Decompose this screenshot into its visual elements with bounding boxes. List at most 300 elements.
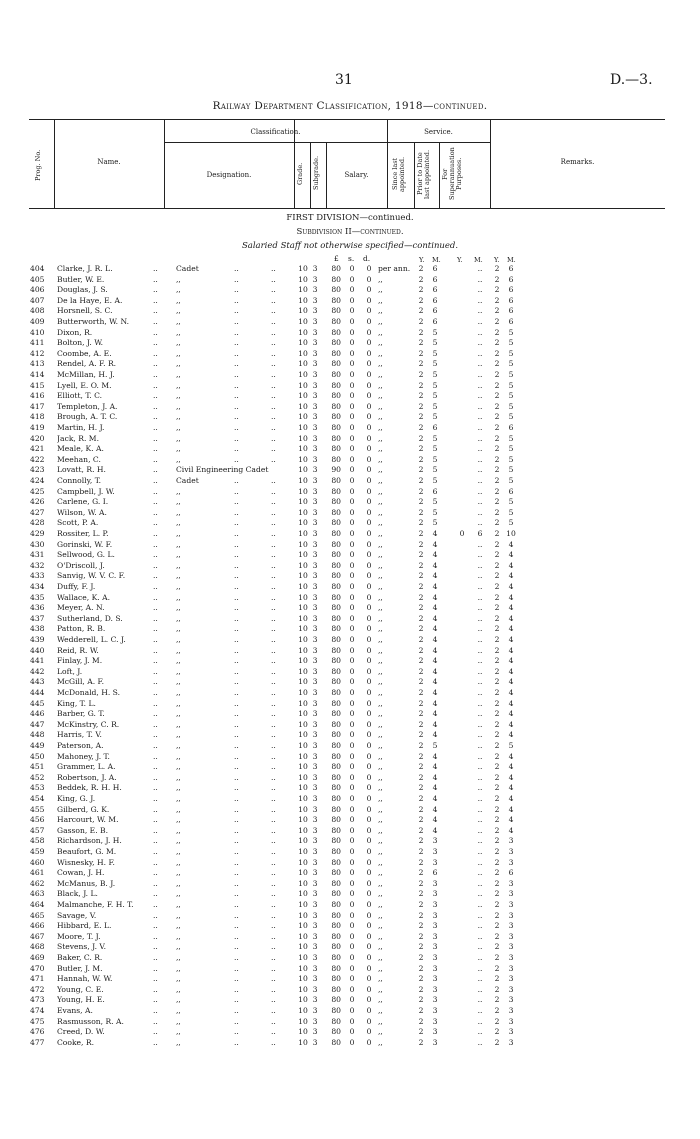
salary-pounds: 80 — [331, 698, 341, 708]
super-months: 5 — [508, 518, 514, 528]
super-months: 6 — [508, 423, 514, 432]
salary-period: ,, — [378, 603, 383, 613]
table-row — [0, 730, 700, 741]
leader-dots: .. — [153, 900, 158, 909]
leader-dots: .. — [153, 677, 158, 687]
since-last-years: 2 — [418, 794, 424, 803]
years-unit-3: Y. — [494, 256, 500, 264]
since-last-years: 2 — [418, 666, 424, 676]
designation: ,, — [176, 327, 181, 337]
salary-pence: 0 — [366, 274, 372, 284]
salary-shillings: 0 — [349, 529, 355, 538]
since-last-months: 3 — [432, 942, 438, 952]
leader-dots: .. — [153, 741, 158, 750]
staff-name: Horsnell, S. C. — [57, 306, 113, 316]
since-last-months: 6 — [432, 285, 438, 295]
salary-period: ,, — [378, 391, 383, 401]
designation: ,, — [176, 317, 181, 326]
leader-dots: .. — [271, 931, 276, 941]
since-last-months: 5 — [432, 401, 438, 411]
salary-pence: 0 — [366, 815, 372, 825]
grade: 10 — [298, 423, 308, 432]
salary-period: ,, — [378, 741, 383, 750]
prior-years: 0 — [459, 529, 465, 538]
salary-shillings: 0 — [349, 486, 355, 496]
salary-pounds: 80 — [331, 497, 341, 507]
months-unit-3: M. — [507, 256, 516, 264]
grade: 10 — [298, 412, 308, 422]
since-last-years: 2 — [418, 974, 424, 984]
salary-pounds: 80 — [331, 295, 341, 305]
prog-number: 429 — [30, 529, 45, 538]
leader-dots: .. — [271, 709, 276, 719]
prior-months: .. — [477, 709, 483, 719]
prior-months: .. — [477, 274, 483, 284]
salary-pounds: 80 — [331, 804, 341, 814]
salary-shillings: 0 — [349, 1016, 355, 1026]
grade: 10 — [298, 370, 308, 379]
staff-name: McMillan, H. J. — [57, 370, 115, 379]
super-months: 4 — [508, 550, 514, 560]
prior-months: .. — [477, 942, 483, 952]
since-last-years: 2 — [418, 370, 424, 379]
salary-pounds: 80 — [331, 338, 341, 348]
grade: 10 — [298, 751, 308, 761]
since-last-years: 2 — [418, 656, 424, 666]
since-last-years: 2 — [418, 592, 424, 602]
prior-months: .. — [477, 465, 483, 475]
salary-shillings: 0 — [349, 751, 355, 761]
salary-period: ,, — [378, 465, 383, 475]
salary-pounds: 80 — [331, 550, 341, 560]
since-last-years: 2 — [418, 465, 424, 475]
since-last-years: 2 — [418, 274, 424, 284]
super-months: 3 — [508, 910, 514, 920]
prog-number: 428 — [30, 518, 45, 528]
salary-shillings: 0 — [349, 539, 355, 549]
salary-period: ,, — [378, 751, 383, 761]
prog-number: 405 — [30, 274, 45, 284]
since-last-months: 4 — [432, 772, 438, 782]
leader-dots: .. — [153, 1037, 158, 1047]
leader-dots: .. — [271, 444, 276, 454]
since-last-years: 2 — [418, 772, 424, 782]
subgrade: 3 — [312, 444, 318, 454]
staff-name: King, G. J. — [57, 794, 96, 803]
prog-number: 462 — [30, 878, 45, 888]
salary-period: ,, — [378, 889, 383, 899]
table-row — [0, 444, 700, 455]
since-last-months: 4 — [432, 635, 438, 644]
leader-dots: .. — [234, 285, 239, 295]
subgrade: 3 — [312, 953, 318, 962]
super-years: 2 — [494, 507, 500, 517]
super-months: 5 — [508, 370, 514, 379]
salary-pounds: 80 — [331, 306, 341, 316]
leader-dots: .. — [234, 401, 239, 411]
since-last-years: 2 — [418, 486, 424, 496]
salary-shillings: 0 — [349, 783, 355, 793]
super-years: 2 — [494, 529, 500, 538]
leader-dots: .. — [271, 592, 276, 602]
super-months: 3 — [508, 889, 514, 899]
subgrade: 3 — [312, 507, 318, 517]
leader-dots: .. — [271, 613, 276, 623]
prior-months: .. — [477, 953, 483, 962]
grade: 10 — [298, 380, 308, 390]
prior-months: .. — [477, 560, 483, 570]
since-last-months: 5 — [432, 444, 438, 454]
salary-period: ,, — [378, 1027, 383, 1037]
prog-number: 420 — [30, 433, 45, 443]
grade: 10 — [298, 635, 308, 644]
since-last-months: 3 — [432, 921, 438, 931]
since-last-years: 2 — [418, 815, 424, 825]
since-last-months: 3 — [432, 910, 438, 920]
leader-dots: .. — [153, 878, 158, 888]
leader-dots: .. — [271, 582, 276, 591]
prior-months: .. — [477, 751, 483, 761]
prog-number: 439 — [30, 635, 45, 644]
leader-dots: .. — [234, 645, 239, 655]
salary-shillings: 0 — [349, 497, 355, 507]
prog-number: 419 — [30, 423, 45, 432]
leader-dots: .. — [271, 529, 276, 538]
super-years: 2 — [494, 868, 500, 878]
table-row — [0, 900, 700, 911]
super-years: 2 — [494, 762, 500, 772]
prog-number: 415 — [30, 380, 45, 390]
grade: 10 — [298, 603, 308, 613]
leader-dots: .. — [271, 878, 276, 888]
salary-pounds: 80 — [331, 412, 341, 422]
leader-dots: .. — [153, 412, 158, 422]
leader-dots: .. — [153, 582, 158, 591]
designation: ,, — [176, 847, 181, 856]
leader-dots: .. — [271, 730, 276, 740]
salary-pence: 0 — [366, 507, 372, 517]
subgrade: 3 — [312, 370, 318, 379]
table-row — [0, 942, 700, 953]
name-header: Name. — [97, 158, 121, 166]
subgrade: 3 — [312, 974, 318, 984]
prior-months: .. — [477, 804, 483, 814]
super-years: 2 — [494, 401, 500, 411]
leader-dots: .. — [271, 804, 276, 814]
leader-dots: .. — [234, 317, 239, 326]
designation: ,, — [176, 688, 181, 697]
grade: 10 — [298, 698, 308, 708]
salary-shillings: 0 — [349, 762, 355, 772]
staff-name: McGill, A. F. — [57, 677, 105, 687]
grade: 10 — [298, 433, 308, 443]
leader-dots: .. — [153, 868, 158, 878]
super-years: 2 — [494, 677, 500, 687]
leader-dots: .. — [153, 709, 158, 719]
salary-shillings: 0 — [349, 931, 355, 941]
salary-pence: 0 — [366, 751, 372, 761]
since-last-years: 2 — [418, 317, 424, 326]
salary-period: ,, — [378, 317, 383, 326]
super-years: 2 — [494, 794, 500, 803]
designation: ,, — [176, 1006, 181, 1015]
salary-period: ,, — [378, 433, 383, 443]
super-months: 6 — [508, 274, 514, 284]
since-last-months: 4 — [432, 666, 438, 676]
since-last-years: 2 — [418, 762, 424, 772]
leader-dots: .. — [234, 762, 239, 772]
salary-pence: 0 — [366, 889, 372, 899]
leader-dots: .. — [153, 507, 158, 517]
since-last-months: 4 — [432, 709, 438, 719]
leader-dots: .. — [271, 794, 276, 803]
staff-name: Barber, G. T. — [57, 709, 105, 719]
leader-dots: .. — [153, 825, 158, 835]
salary-pounds: 80 — [331, 656, 341, 666]
staff-name: Wedderell, L. C. J. — [57, 635, 126, 644]
prog-number: 463 — [30, 889, 45, 899]
leader-dots: .. — [153, 1016, 158, 1026]
designation-header: Designation. — [206, 171, 252, 179]
since-last-months: 5 — [432, 338, 438, 348]
super-months: 4 — [508, 762, 514, 772]
since-last-years: 2 — [418, 401, 424, 411]
leader-dots: .. — [153, 613, 158, 623]
salary-pounds: 80 — [331, 825, 341, 835]
prog-number: 426 — [30, 497, 45, 507]
salary-pounds: 80 — [331, 910, 341, 920]
salary-shillings: 0 — [349, 910, 355, 920]
leader-dots: .. — [153, 285, 158, 295]
designation: ,, — [176, 931, 181, 941]
super-months: 4 — [508, 592, 514, 602]
salary-pence: 0 — [366, 709, 372, 719]
since-last-years: 2 — [418, 741, 424, 750]
super-months: 3 — [508, 1027, 514, 1037]
grade: 10 — [298, 317, 308, 326]
grade: 10 — [298, 709, 308, 719]
leader-dots: .. — [153, 348, 158, 358]
super-years: 2 — [494, 497, 500, 507]
leader-dots: .. — [153, 454, 158, 464]
super-months: 6 — [508, 285, 514, 295]
super-years: 2 — [494, 772, 500, 782]
prior-months: .. — [477, 592, 483, 602]
shilling-unit: s. — [348, 254, 355, 263]
salary-pounds: 80 — [331, 359, 341, 369]
salary-shillings: 0 — [349, 285, 355, 295]
salary-pounds: 80 — [331, 878, 341, 888]
staff-name: Young, C. E. — [57, 984, 104, 994]
salary-pence: 0 — [366, 688, 372, 697]
prog-number: 472 — [30, 984, 45, 994]
salary-pence: 0 — [366, 391, 372, 401]
leader-dots: .. — [234, 486, 239, 496]
salary-period: ,, — [378, 995, 383, 1005]
leader-dots: .. — [153, 560, 158, 570]
since-last-months: 5 — [432, 348, 438, 358]
subgrade: 3 — [312, 772, 318, 782]
salary-shillings: 0 — [349, 582, 355, 591]
designation: ,, — [176, 582, 181, 591]
super-years: 2 — [494, 910, 500, 920]
table-row — [0, 762, 700, 773]
leader-dots: .. — [271, 423, 276, 432]
salary-shillings: 0 — [349, 560, 355, 570]
super-years: 2 — [494, 317, 500, 326]
grade: 10 — [298, 889, 308, 899]
grade: 10 — [298, 953, 308, 962]
grade: 10 — [298, 264, 308, 273]
leader-dots: .. — [234, 529, 239, 538]
subgrade: 3 — [312, 942, 318, 952]
super-years: 2 — [494, 518, 500, 528]
since-last-months: 4 — [432, 613, 438, 623]
leader-dots: .. — [234, 995, 239, 1005]
leader-dots: .. — [153, 783, 158, 793]
since-last-months: 6 — [432, 317, 438, 326]
salary-pence: 0 — [366, 412, 372, 422]
super-months: 5 — [508, 338, 514, 348]
leader-dots: .. — [234, 847, 239, 856]
designation: ,, — [176, 592, 181, 602]
salary-shillings: 0 — [349, 709, 355, 719]
leader-dots: .. — [271, 677, 276, 687]
leader-dots: .. — [234, 592, 239, 602]
subgrade: 3 — [312, 539, 318, 549]
subgrade: 3 — [312, 518, 318, 528]
prog-number: 441 — [30, 656, 45, 666]
table-row — [0, 306, 700, 317]
grade: 10 — [298, 338, 308, 348]
staff-name: Stevens, J. V. — [57, 942, 106, 952]
salary-pounds: 80 — [331, 847, 341, 856]
prior-months: .. — [477, 974, 483, 984]
staff-name: Sanvig, W. V. C. F. — [57, 571, 126, 581]
staff-name: Meehan, C. — [57, 454, 101, 464]
leader-dots: .. — [153, 656, 158, 666]
months-unit-2: M. — [474, 256, 483, 264]
subgrade: 3 — [312, 465, 318, 475]
leader-dots: .. — [234, 666, 239, 676]
prior-months: .. — [477, 348, 483, 358]
leader-dots: .. — [271, 285, 276, 295]
leader-dots: .. — [153, 910, 158, 920]
subgrade: 3 — [312, 624, 318, 634]
designation: ,, — [176, 889, 181, 899]
salary-shillings: 0 — [349, 274, 355, 284]
table-row — [0, 434, 700, 445]
prog-number: 427 — [30, 507, 45, 517]
super-years: 2 — [494, 974, 500, 984]
super-years: 2 — [494, 613, 500, 623]
salary-period: ,, — [378, 815, 383, 825]
super-months: 3 — [508, 995, 514, 1005]
leader-dots: .. — [271, 762, 276, 772]
table-row — [0, 614, 700, 625]
leader-dots: .. — [153, 317, 158, 326]
grade: 10 — [298, 921, 308, 931]
since-last-years: 2 — [418, 529, 424, 538]
subgrade: 3 — [312, 285, 318, 295]
leader-dots: .. — [153, 359, 158, 369]
leader-dots: .. — [271, 921, 276, 931]
since-last-years: 2 — [418, 539, 424, 549]
prior-months: .. — [477, 815, 483, 825]
prior-months: .. — [477, 582, 483, 591]
for-superannuation-header: For Superannuation Purposes. — [441, 147, 463, 201]
prog-number: 466 — [30, 921, 45, 931]
subgrade: 3 — [312, 677, 318, 687]
grade: 10 — [298, 582, 308, 591]
since-last-years: 2 — [418, 783, 424, 793]
super-months: 6 — [508, 486, 514, 496]
salary-period: ,, — [378, 348, 383, 358]
salary-pounds: 80 — [331, 613, 341, 623]
salary-period: ,, — [378, 518, 383, 528]
service-header: Service. — [424, 128, 453, 136]
prior-months: .. — [477, 910, 483, 920]
super-months: 3 — [508, 836, 514, 846]
salary-pounds: 80 — [331, 741, 341, 750]
leader-dots: .. — [234, 539, 239, 549]
salary-pounds: 80 — [331, 285, 341, 295]
salary-pounds: 80 — [331, 900, 341, 909]
leader-dots: .. — [153, 295, 158, 305]
leader-dots: .. — [234, 624, 239, 634]
since-last-years: 2 — [418, 560, 424, 570]
leader-dots: .. — [234, 380, 239, 390]
prior-months: .. — [477, 931, 483, 941]
staff-name: Jack, R. M. — [57, 433, 99, 443]
staff-name: McDonald, H. S. — [57, 688, 121, 697]
super-years: 2 — [494, 741, 500, 750]
salary-pounds: 90 — [331, 465, 341, 475]
since-last-years: 2 — [418, 550, 424, 560]
staff-name: Gasson, E. B. — [57, 825, 109, 835]
leader-dots: .. — [271, 454, 276, 464]
leader-dots: .. — [271, 857, 276, 867]
designation: ,, — [176, 380, 181, 390]
designation: Civil Engineering Cadet — [176, 465, 269, 475]
since-last-years: 2 — [418, 878, 424, 888]
leader-dots: .. — [234, 1006, 239, 1015]
grade: 10 — [298, 592, 308, 602]
super-months: 3 — [508, 931, 514, 941]
salary-period: ,, — [378, 666, 383, 676]
grade: 10 — [298, 772, 308, 782]
table-row — [0, 858, 700, 869]
super-months: 5 — [508, 380, 514, 390]
leader-dots: .. — [271, 571, 276, 581]
salary-shillings: 0 — [349, 454, 355, 464]
prog-number: 458 — [30, 836, 45, 846]
salary-period: ,, — [378, 454, 383, 464]
salary-pence: 0 — [366, 804, 372, 814]
super-months: 4 — [508, 645, 514, 655]
since-last-months: 4 — [432, 794, 438, 803]
since-last-months: 3 — [432, 836, 438, 846]
staff-name: Elliott, T. C. — [57, 391, 103, 401]
super-months: 5 — [508, 359, 514, 369]
grade: 10 — [298, 327, 308, 337]
salary-shillings: 0 — [349, 995, 355, 1005]
salary-pounds: 80 — [331, 635, 341, 644]
since-last-years: 2 — [418, 645, 424, 655]
leader-dots: .. — [234, 868, 239, 878]
super-years: 2 — [494, 688, 500, 697]
staff-name: Wisnesky, H. F. — [57, 857, 115, 867]
